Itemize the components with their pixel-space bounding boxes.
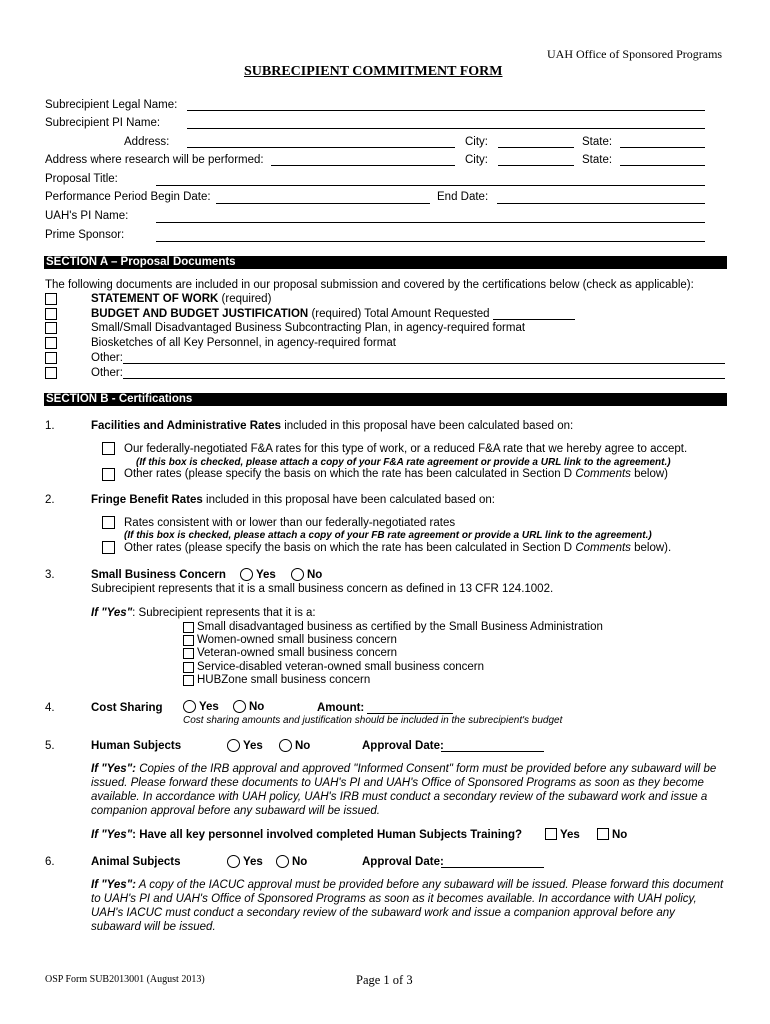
biosketch-checkbox[interactable]: [45, 337, 57, 349]
q3-opt3-label: Veteran-owned small business concern: [197, 647, 398, 659]
form-title: SUBRECIPIENT COMMITMENT FORM: [244, 64, 503, 79]
q3-opt1-label: Small disadvantaged business as certified by the Small Business Administration: [197, 621, 603, 633]
q4-yes-label: Yes: [199, 701, 219, 713]
q3-no-radio[interactable]: [291, 568, 304, 581]
end-date-field[interactable]: [497, 203, 705, 204]
q2-number: 2.: [45, 494, 55, 506]
q2-note: (If this box is checked, please attach a copy of your FB rate agreement or provide a URL link to the agreement.): [124, 530, 652, 541]
q3-opt4-checkbox[interactable]: [183, 662, 194, 673]
q1-note: (If this box is checked, please attach a copy of your F&A rate agreement or provide a URL link to the agreement.): [136, 457, 671, 468]
q5-no-radio[interactable]: [279, 739, 292, 752]
q5-training-no-label: No: [612, 829, 628, 841]
prime-sponsor-label: Prime Sponsor:: [45, 229, 125, 241]
section-a-header: SECTION A – Proposal Documents: [44, 256, 727, 269]
pi-name-field[interactable]: [187, 128, 705, 129]
begin-date-field[interactable]: [216, 203, 430, 204]
form-id: OSP Form SUB2013001 (August 2013): [45, 974, 205, 985]
city-label: City:: [465, 136, 488, 148]
legal-name-label: Subrecipient Legal Name:: [45, 99, 178, 111]
research-address-label: Address where research will be performed:: [45, 154, 264, 166]
q2-opt2-label: Other rates (please specify the basis on which the rate has been calculated in Section D Comments below).: [124, 542, 672, 554]
end-date-label: End Date:: [437, 191, 489, 203]
sow-label: STATEMENT OF WORK (required): [91, 293, 272, 305]
q5-paragraph: If "Yes": Copies of the IRB approval and approved "Informed Consent" form must be provided before any subaward will be issued. Please forward these documents to UAH's PI and UAH's Office of Sponsored Programs as soon as they become available. In accordance with UAH policy, UAH's IRB must conduct a secondary review of the subaward work and issue a companion approval before any subaward will be issued.: [91, 763, 717, 817]
begin-date-label: Performance Period Begin Date:: [45, 191, 211, 203]
q5-training-yes-checkbox[interactable]: [545, 828, 557, 840]
q6-label: Animal Subjects: [91, 856, 181, 868]
q6-approval-label: Approval Date:: [362, 856, 444, 868]
q3-number: 3.: [45, 569, 55, 581]
research-state-field[interactable]: [620, 165, 705, 166]
address-label: Address:: [124, 136, 170, 148]
q3-description: Subrecipient represents that it is a small business concern as defined in 13 CFR 124.1002.: [91, 583, 554, 595]
q3-yes-label: Yes: [256, 569, 276, 581]
research-city-label: City:: [465, 154, 488, 166]
q3-opt5-label: HUBZone small business concern: [197, 674, 371, 686]
research-state-label: State:: [582, 154, 613, 166]
uah-pi-field[interactable]: [156, 222, 705, 223]
q3-opt5-checkbox[interactable]: [183, 675, 194, 686]
q5-training-question: If "Yes": Have all key personnel involved completed Human Subjects Training?: [91, 829, 522, 841]
q3-no-label: No: [307, 569, 323, 581]
q1-opt2-label: Other rates (please specify the basis on which the rate has been calculated in Section D Comments below): [124, 468, 668, 480]
q3-opt4-label: Service-disabled veteran-owned small business concern: [197, 661, 485, 673]
legal-name-field[interactable]: [187, 110, 705, 111]
sow-checkbox[interactable]: [45, 293, 57, 305]
q3-opt2-checkbox[interactable]: [183, 635, 194, 646]
uah-pi-label: UAH's PI Name:: [45, 210, 129, 222]
other1-field[interactable]: [123, 363, 725, 364]
q4-amount-label: Amount:: [317, 702, 365, 714]
total-amount-field[interactable]: [493, 319, 575, 320]
budget-label: BUDGET AND BUDGET JUSTIFICATION (required) Total Amount Requested: [91, 308, 490, 320]
section-b-header: SECTION B - Certifications: [44, 393, 727, 406]
q3-opt1-checkbox[interactable]: [183, 622, 194, 633]
q3-opt2-label: Women-owned small business concern: [197, 634, 397, 646]
research-address-field[interactable]: [271, 165, 455, 166]
q5-approval-field[interactable]: [441, 751, 544, 752]
biosketch-label: Biosketches of all Key Personnel, in agency-required format: [91, 337, 396, 349]
q5-training-yes-label: Yes: [560, 829, 580, 841]
proposal-title-field[interactable]: [156, 185, 705, 186]
q6-yes-radio[interactable]: [227, 855, 240, 868]
q1-opt1-checkbox[interactable]: [102, 442, 115, 455]
q3-label: Small Business Concern: [91, 569, 226, 581]
q6-yes-label: Yes: [243, 856, 263, 868]
q5-number: 5.: [45, 740, 55, 752]
q1-opt2-checkbox[interactable]: [102, 468, 115, 481]
prime-sponsor-field[interactable]: [156, 241, 705, 242]
q1-question: Facilities and Administrative Rates included in this proposal have been calculated based on:: [91, 420, 574, 432]
page-number: Page 1 of 3: [356, 973, 413, 987]
q2-opt2-checkbox[interactable]: [102, 541, 115, 554]
q1-number: 1.: [45, 420, 55, 432]
q5-training-no-checkbox[interactable]: [597, 828, 609, 840]
q6-paragraph: If "Yes": A copy of the IACUC approval must be provided before any subaward will be issued. Please forward this document to UAH's PI and UAH's Office of Sponsored Programs as soon as it becomes available. In accordance with UAH policy, UAH's IACUC must conduct a secondary review of the subaward work and issue a companion approval before any subaward will be issued.: [91, 879, 724, 933]
other2-field[interactable]: [123, 378, 725, 379]
q3-if-yes: If "Yes": Subrecipient represents that it is a:: [91, 607, 316, 619]
q5-label: Human Subjects: [91, 740, 182, 752]
plan-checkbox[interactable]: [45, 322, 57, 334]
q4-note: Cost sharing amounts and justification should be included in the subrecipient's budget: [183, 715, 563, 726]
pi-name-label: Subrecipient PI Name:: [45, 117, 161, 129]
other1-label: Other:: [91, 352, 123, 364]
q6-number: 6.: [45, 856, 55, 868]
q5-approval-label: Approval Date:: [362, 740, 444, 752]
city-field[interactable]: [498, 147, 574, 148]
plan-label: Small/Small Disadvantaged Business Subcontracting Plan, in agency-required format: [91, 322, 526, 334]
q2-opt1-checkbox[interactable]: [102, 516, 115, 529]
research-city-field[interactable]: [498, 165, 574, 166]
q2-question: Fringe Benefit Rates included in this proposal have been calculated based on:: [91, 494, 496, 506]
q3-opt3-checkbox[interactable]: [183, 648, 194, 659]
q4-yes-radio[interactable]: [183, 700, 196, 713]
proposal-title-label: Proposal Title:: [45, 173, 118, 185]
office-name: UAH Office of Sponsored Programs: [547, 47, 723, 61]
q2-opt1-label: Rates consistent with or lower than our federally-negotiated rates: [124, 517, 456, 529]
budget-checkbox[interactable]: [45, 308, 57, 320]
q6-approval-field[interactable]: [441, 867, 544, 868]
other2-label: Other:: [91, 367, 123, 379]
q4-no-radio[interactable]: [233, 700, 246, 713]
other2-checkbox[interactable]: [45, 367, 57, 379]
q5-no-label: No: [295, 740, 311, 752]
q6-no-label: No: [292, 856, 308, 868]
q4-no-label: No: [249, 701, 265, 713]
q4-label: Cost Sharing: [91, 702, 163, 714]
q6-no-radio[interactable]: [276, 855, 289, 868]
q4-amount-field[interactable]: [367, 713, 453, 714]
state-label: State:: [582, 136, 613, 148]
q5-yes-radio[interactable]: [227, 739, 240, 752]
q5-yes-label: Yes: [243, 740, 263, 752]
q4-number: 4.: [45, 702, 55, 714]
q1-opt1-label: Our federally-negotiated F&A rates for this type of work, or a reduced F&A rate that we hereby agree to accept.: [124, 443, 688, 455]
address-field[interactable]: [187, 147, 455, 148]
other1-checkbox[interactable]: [45, 352, 57, 364]
section-a-intro: The following documents are included in our proposal submission and covered by the certifications below (check as applicable):: [45, 279, 694, 291]
q3-yes-radio[interactable]: [240, 568, 253, 581]
state-field[interactable]: [620, 147, 705, 148]
